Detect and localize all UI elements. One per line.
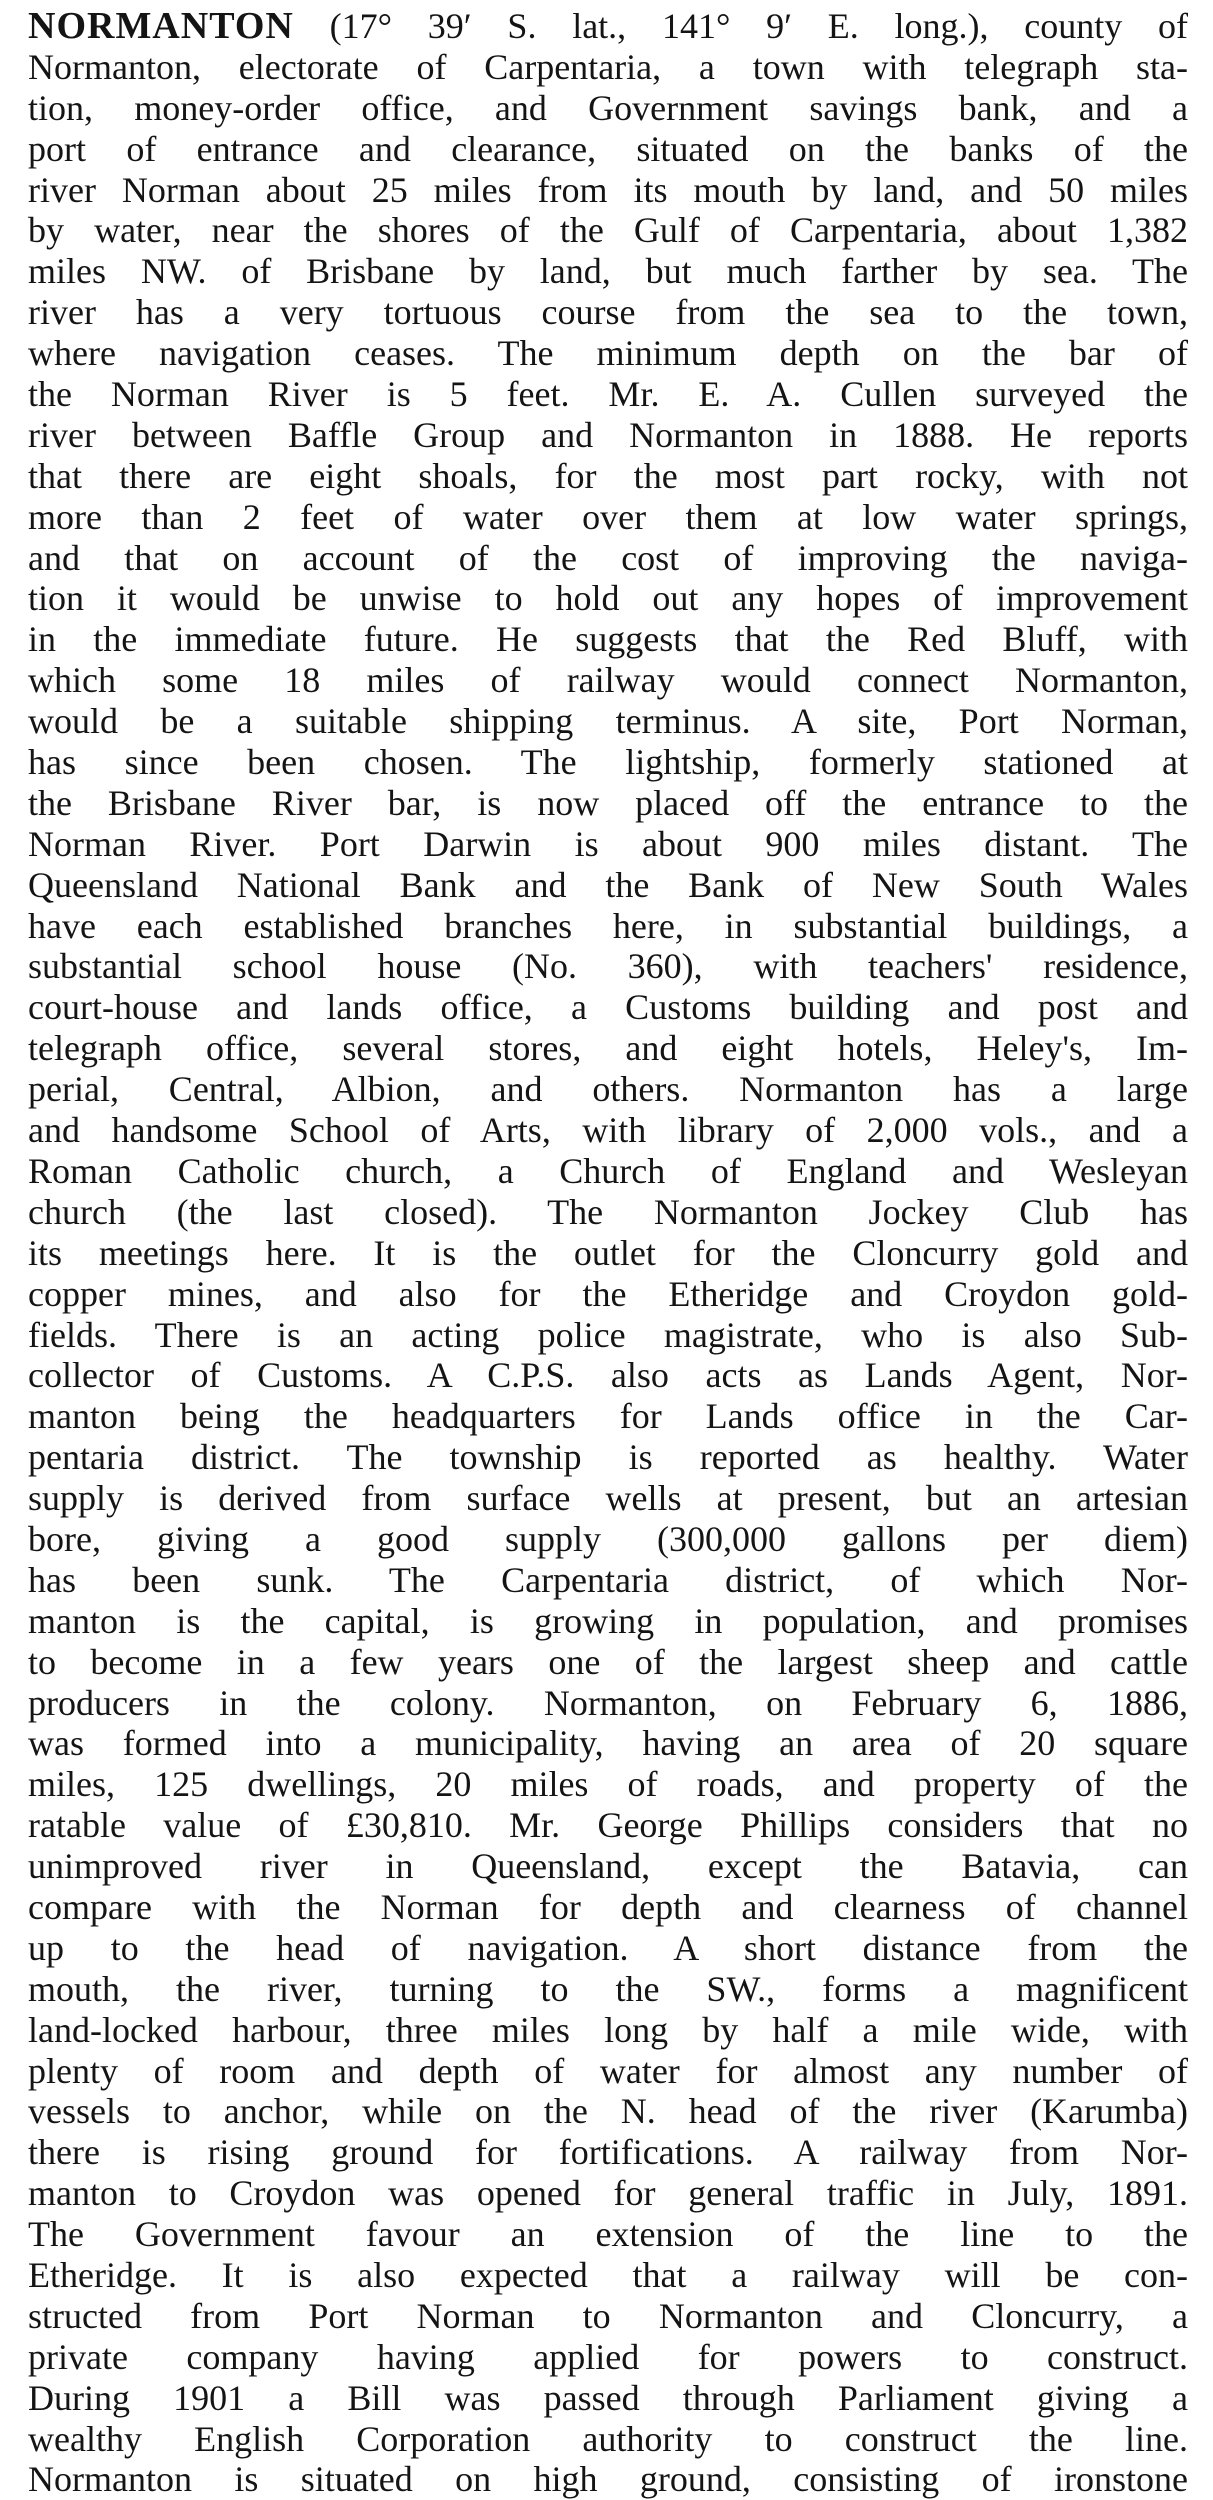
- text-line: Roman Catholic church, a Church of England and Wesleyan: [28, 1150, 1188, 1191]
- text-line: court-house and lands office, a Customs building and post and: [28, 987, 1188, 1028]
- text-line: have each established branches here, in substantial buildings, a: [28, 905, 1188, 946]
- text-line: tion, money-order office, and Government savings bank, and a: [28, 87, 1188, 128]
- text-line: the Norman River is 5 feet. Mr. E. A. Cullen surveyed the: [28, 374, 1188, 415]
- text-line: private company having applied for powers to construct.: [28, 2336, 1188, 2377]
- text-line: port of entrance and clearance, situated on the banks of the: [28, 128, 1188, 169]
- text-line: miles NW. of Brisbane by land, but much farther by sea. The: [28, 251, 1188, 292]
- text-line: the Brisbane River bar, is now placed off the entrance to the: [28, 782, 1188, 823]
- text-line: supply is derived from surface wells at present, but an artesian: [28, 1478, 1188, 1519]
- text-line: that there are eight shoals, for the most part rocky, with not: [28, 455, 1188, 496]
- text-line: Norman River. Port Darwin is about 900 miles distant. The: [28, 823, 1188, 864]
- text-line: which some 18 miles of railway would connect Normanton,: [28, 660, 1188, 701]
- text-line: to become in a few years one of the largest sheep and cattle: [28, 1641, 1188, 1682]
- text-line: producers in the colony. Normanton, on February 6, 1886,: [28, 1682, 1188, 1723]
- text-line: pentaria district. The township is reported as healthy. Water: [28, 1437, 1188, 1478]
- text-line: has been sunk. The Carpentaria district, of which Nor-: [28, 1559, 1188, 1600]
- text-line: perial, Central, Albion, and others. Normanton has a large: [28, 1069, 1188, 1110]
- text-line: collector of Customs. A C.P.S. also acts as Lands Agent, Nor-: [28, 1355, 1188, 1396]
- text-line: [28, 6, 1188, 47]
- text-line: river Norman about 25 miles from its mouth by land, and 50 miles: [28, 169, 1188, 210]
- text-line: compare with the Norman for depth and clearness of channel: [28, 1886, 1188, 1927]
- gazetteer-entry: [28, 6, 1188, 2500]
- text-line: where navigation ceases. The minimum depth on the bar of: [28, 333, 1188, 374]
- text-line: was formed into a municipality, having an area of 20 square: [28, 1723, 1188, 1764]
- text-line: tion it would be unwise to hold out any hopes of improvement: [28, 578, 1188, 619]
- text-line: During 1901 a Bill was passed through Parliament giving a: [28, 2377, 1188, 2418]
- text-line: would be a suitable shipping terminus. A site, Port Norman,: [28, 701, 1188, 742]
- text-line: substantial school house (No. 360), with teachers' residence,: [28, 946, 1188, 987]
- text-line: and handsome School of Arts, with library of 2,000 vols., and a: [28, 1110, 1188, 1151]
- text-line: its meetings here. It is the outlet for the Cloncurry gold and: [28, 1232, 1188, 1273]
- text-line: Normanton, electorate of Carpentaria, a town with telegraph sta-: [28, 46, 1188, 87]
- text-line: miles, 125 dwellings, 20 miles of roads, and property of the: [28, 1764, 1188, 1805]
- text-line: church (the last closed). The Normanton Jockey Club has: [28, 1191, 1188, 1232]
- text-line: there is rising ground for fortifications. A railway from Nor-: [28, 2132, 1188, 2173]
- coordinates-text: (17° 39′ S. lat., 141° 9′ E. long.), county of: [293, 6, 1188, 46]
- text-line: unimproved river in Queensland, except the Batavia, can: [28, 1846, 1188, 1887]
- text-line: mouth, the river, turning to the SW., forms a magnificent: [28, 1968, 1188, 2009]
- text-line: vessels to anchor, while on the N. head of the river (Karumba): [28, 2091, 1188, 2132]
- text-line: telegraph office, several stores, and eight hotels, Heley's, Im-: [28, 1028, 1188, 1069]
- text-line: fields. There is an acting police magistrate, who is also Sub-: [28, 1314, 1188, 1355]
- text-line: plenty of room and depth of water for almost any number of: [28, 2050, 1188, 2091]
- text-line: more than 2 feet of water over them at low water springs,: [28, 496, 1188, 537]
- text-line: land-locked harbour, three miles long by half a mile wide, with: [28, 2009, 1188, 2050]
- text-line: up to the head of navigation. A short distance from the: [28, 1927, 1188, 1968]
- entry-headword: NORMANTON: [28, 6, 294, 47]
- text-line: river has a very tortuous course from the sea to the town,: [28, 292, 1188, 333]
- text-line: by water, near the shores of the Gulf of Carpentaria, about 1,382: [28, 210, 1188, 251]
- text-line: Normanton is situated on high ground, consisting of ironstone: [28, 2459, 1188, 2500]
- text-line: river between Baffle Group and Normanton in 1888. He reports: [28, 414, 1188, 455]
- text-line: Etheridge. It is also expected that a railway will be con-: [28, 2254, 1188, 2295]
- text-line: in the immediate future. He suggests that the Red Bluff, with: [28, 619, 1188, 660]
- text-line: The Government favour an extension of the line to the: [28, 2214, 1188, 2255]
- text-line: bore, giving a good supply (300,000 gallons per diem): [28, 1518, 1188, 1559]
- text-line: and that on account of the cost of improving the naviga-: [28, 537, 1188, 578]
- text-line: manton is the capital, is growing in population, and promises: [28, 1600, 1188, 1641]
- text-line: copper mines, and also for the Etheridge and Croydon gold-: [28, 1273, 1188, 1314]
- text-line: structed from Port Norman to Normanton and Cloncurry, a: [28, 2295, 1188, 2336]
- text-line: wealthy English Corporation authority to construct the line.: [28, 2418, 1188, 2459]
- text-line: manton being the headquarters for Lands office in the Car-: [28, 1396, 1188, 1437]
- text-line: has since been chosen. The lightship, formerly stationed at: [28, 742, 1188, 783]
- text-line: manton to Croydon was opened for general traffic in July, 1891.: [28, 2173, 1188, 2214]
- text-line: Queensland National Bank and the Bank of New South Wales: [28, 864, 1188, 905]
- text-line: ratable value of £30,810. Mr. George Phillips considers that no: [28, 1805, 1188, 1846]
